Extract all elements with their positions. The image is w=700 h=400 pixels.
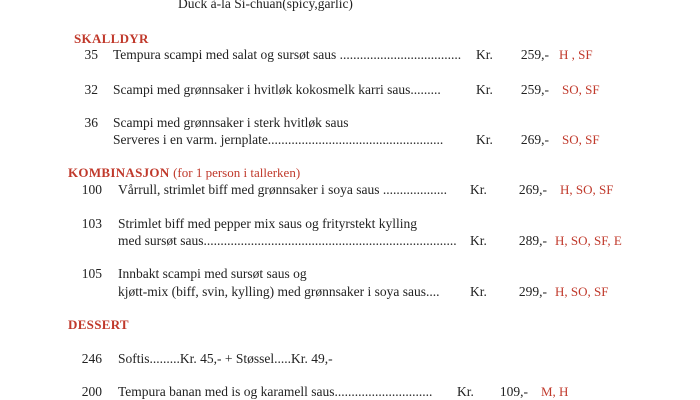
allergen-codes: H, SO, SF, E [555,233,622,248]
item-price: 259,- [520,82,549,97]
item-number: 105 [81,266,102,281]
item-description-line-2: med sursøt saus........................................................................... [118,233,457,248]
allergen-codes: M, H [541,384,569,399]
item-description: Tempura scampi med salat og sursøt saus .................................... [113,47,462,62]
item-price: 299,- [518,284,547,299]
top-line-item: Duck à-la Si-chuan(spicy,garlic) [178,0,353,11]
currency-label: Kr. [476,82,493,97]
item-number: 35 [84,47,98,62]
currency-label: Kr. [457,384,474,399]
allergen-codes: H, SO, SF [560,182,614,197]
item-description-line-2: kjøtt-mix (biff, svin, kylling) med grønnsaker i soya saus.... [118,284,440,299]
currency-label: Kr. [476,132,493,147]
allergen-codes: H , SF [559,47,593,62]
item-description: Scampi med grønnsaker i sterk hvitløk saus [113,115,349,130]
item-price: 269,- [518,182,547,197]
item-price: 109,- [499,384,528,399]
item-description: Strimlet biff med pepper mix saus og frityrstekt kylling [118,216,417,231]
currency-label: Kr. [470,233,487,248]
item-price: 289,- [518,233,547,248]
allergen-codes: SO, SF [562,82,600,97]
item-description-line-2: Serveres i en varm. jernplate.................................................... [113,132,444,147]
section-title-text: KOMBINASJON [68,165,170,180]
item-number: 32 [84,82,98,97]
item-number: 200 [81,384,102,399]
item-description: Innbakt scampi med sursøt saus og [118,266,307,281]
currency-label: Kr. [470,284,487,299]
currency-label: Kr. [476,47,493,62]
item-number: 36 [84,115,98,130]
item-number: 103 [81,216,102,231]
item-number: 100 [81,182,102,197]
item-price: 269,- [520,132,549,147]
allergen-codes: H, SO, SF [555,284,609,299]
currency-label: Kr. [470,182,487,197]
item-number: 246 [81,351,102,366]
item-price: 259,- [520,47,549,62]
item-description: Softis.........Kr. 45,- + Støssel.....Kr. 49,- [118,351,333,366]
section-title-kombinasjon [68,165,300,181]
section-title-dessert: DESSERT [68,317,129,332]
item-description: Scampi med grønnsaker i hvitløk kokosmelk karri saus......... [113,82,441,97]
item-description: Vårrull, strimlet biff med grønnsaker i soya saus ................... [118,182,447,197]
item-description: Tempura banan med is og karamell saus............................. [118,384,433,399]
section-note: (for 1 person i tallerken) [173,165,301,180]
allergen-codes: SO, SF [562,132,600,147]
section-title-skalldyr: SKALLDYR [74,31,149,46]
